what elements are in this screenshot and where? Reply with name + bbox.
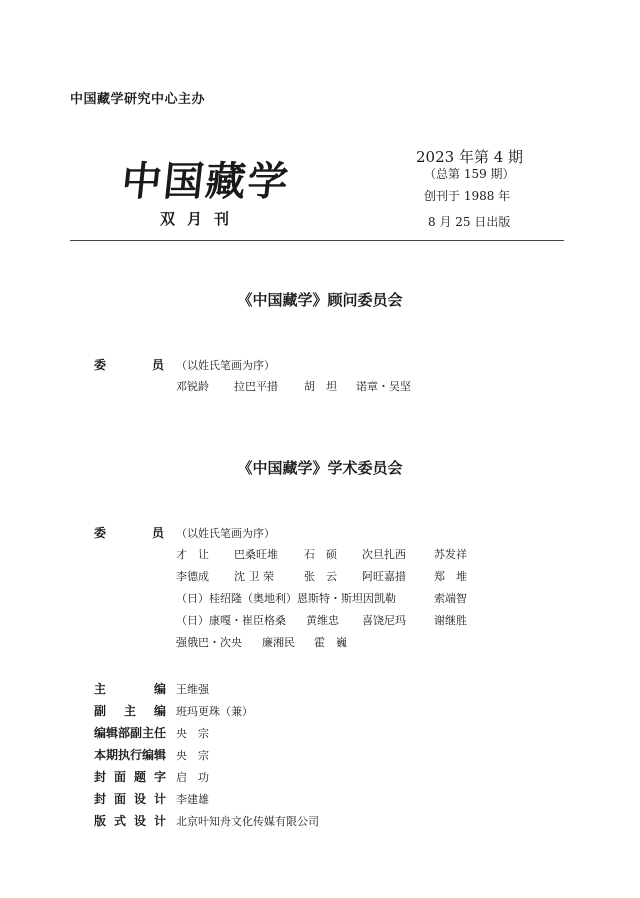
staff-value-cover-design: 李建雄 bbox=[176, 793, 209, 806]
staff-label-char: 式 bbox=[113, 814, 126, 828]
staff-label-char: 面 bbox=[113, 792, 126, 806]
staff-label-char: 题 bbox=[133, 770, 146, 784]
staff-label-cover-design bbox=[94, 790, 166, 807]
staff-label-executive-editor: 本期执行编辑 bbox=[94, 748, 167, 762]
academic-member: （日）康嘎・崔臣格桑 bbox=[176, 614, 286, 627]
issue-total: （总第 159 期） bbox=[424, 167, 515, 181]
header-divider bbox=[70, 240, 564, 241]
staff-label-char: 封 bbox=[94, 770, 107, 784]
founded-year: 创刊于 1988 年 bbox=[424, 189, 511, 203]
staff-value-cover-calligraphy: 启 功 bbox=[176, 771, 209, 784]
staff-label-char: 字 bbox=[153, 770, 166, 784]
staff-label-char: 编 bbox=[153, 704, 166, 718]
staff-label-char: 设 bbox=[133, 814, 146, 828]
staff-label-char: 计 bbox=[153, 814, 166, 828]
staff-value-chief-editor: 王维强 bbox=[176, 683, 209, 696]
academic-member: 郑 堆 bbox=[434, 570, 467, 583]
academic-row bbox=[176, 612, 467, 628]
staff-label-deputy-editor bbox=[94, 702, 166, 719]
advisory-member: 邓锐龄 bbox=[176, 380, 209, 393]
academic-order-note: （以姓氏笔画为序） bbox=[176, 527, 275, 540]
academic-member: 李德成 bbox=[176, 570, 209, 583]
academic-member: 喜饶尼玛 bbox=[362, 614, 406, 627]
advisory-member: 拉巴平措 bbox=[234, 380, 278, 393]
staff-label-char: 主 bbox=[94, 682, 107, 696]
academic-member: 才 让 bbox=[176, 548, 209, 561]
advisory-members bbox=[176, 378, 411, 394]
staff-value-deputy-director: 央 宗 bbox=[176, 727, 209, 740]
staff-label-char: 编 bbox=[153, 682, 166, 696]
academic-row bbox=[176, 590, 467, 606]
issue-number: 2023 年第 4 期 bbox=[416, 148, 524, 166]
staff-value-layout-design: 北京叶知舟文化传媒有限公司 bbox=[176, 815, 319, 828]
advisory-order-note: （以姓氏笔画为序） bbox=[176, 359, 275, 372]
academic-row bbox=[176, 568, 467, 584]
academic-member: 谢继胜 bbox=[434, 614, 467, 627]
journal-logo: 中国藏学 bbox=[119, 158, 293, 205]
academic-member: 索端智 bbox=[434, 592, 467, 605]
staff-label-cover-calligraphy bbox=[94, 768, 166, 785]
staff-label-chief-editor bbox=[94, 680, 166, 697]
staff-label-layout-design bbox=[94, 812, 166, 829]
staff-label-char: 设 bbox=[133, 792, 146, 806]
staff-label-char: 主 bbox=[123, 704, 136, 718]
advisory-committee-title: 《中国藏学》顾问委员会 bbox=[237, 291, 403, 309]
advisory-label-b: 员 bbox=[152, 358, 165, 372]
publish-date: 8 月 25 日出版 bbox=[428, 215, 511, 229]
academic-member: 黄维忠 bbox=[306, 614, 339, 627]
academic-row bbox=[176, 546, 467, 562]
staff-value-deputy-editor: 班玛更珠（兼） bbox=[176, 705, 253, 718]
staff-value-executive-editor: 央 宗 bbox=[176, 749, 209, 762]
advisory-member: 胡 坦 bbox=[304, 380, 337, 393]
academic-member: 阿旺嘉措 bbox=[362, 570, 406, 583]
staff-label-char: 计 bbox=[153, 792, 166, 806]
academic-row bbox=[176, 634, 347, 650]
academic-member: 廉湘民 bbox=[262, 636, 295, 649]
academic-member: （日）桂绍隆（奥地利）恩斯特・斯坦因凯勒 bbox=[176, 592, 396, 605]
academic-member: 巴桑旺堆 bbox=[234, 548, 278, 561]
academic-label-a: 委 bbox=[94, 526, 107, 540]
staff-label-char: 封 bbox=[94, 792, 107, 806]
advisory-member: 诺章・吴坚 bbox=[356, 380, 411, 393]
staff-label-char: 面 bbox=[113, 770, 126, 784]
academic-member: 张 云 bbox=[304, 570, 337, 583]
academic-member: 石 硕 bbox=[304, 548, 337, 561]
frequency-label: 双月刊 bbox=[160, 210, 242, 228]
staff-label-char: 副 bbox=[94, 704, 107, 718]
academic-member: 强俄巴・次央 bbox=[176, 636, 242, 649]
academic-member: 霍 巍 bbox=[314, 636, 347, 649]
academic-member: 沈 卫 荣 bbox=[234, 570, 274, 583]
staff-label-deputy-director: 编辑部副主任 bbox=[94, 726, 167, 740]
academic-member: 次旦扎西 bbox=[362, 548, 406, 561]
advisory-label-a: 委 bbox=[94, 358, 107, 372]
academic-committee-title: 《中国藏学》学术委员会 bbox=[237, 459, 403, 477]
academic-member: 苏发祥 bbox=[434, 548, 467, 561]
academic-label-b: 员 bbox=[152, 526, 165, 540]
sponsor-line: 中国藏学研究中心主办 bbox=[70, 92, 206, 107]
staff-label-char: 版 bbox=[94, 814, 107, 828]
